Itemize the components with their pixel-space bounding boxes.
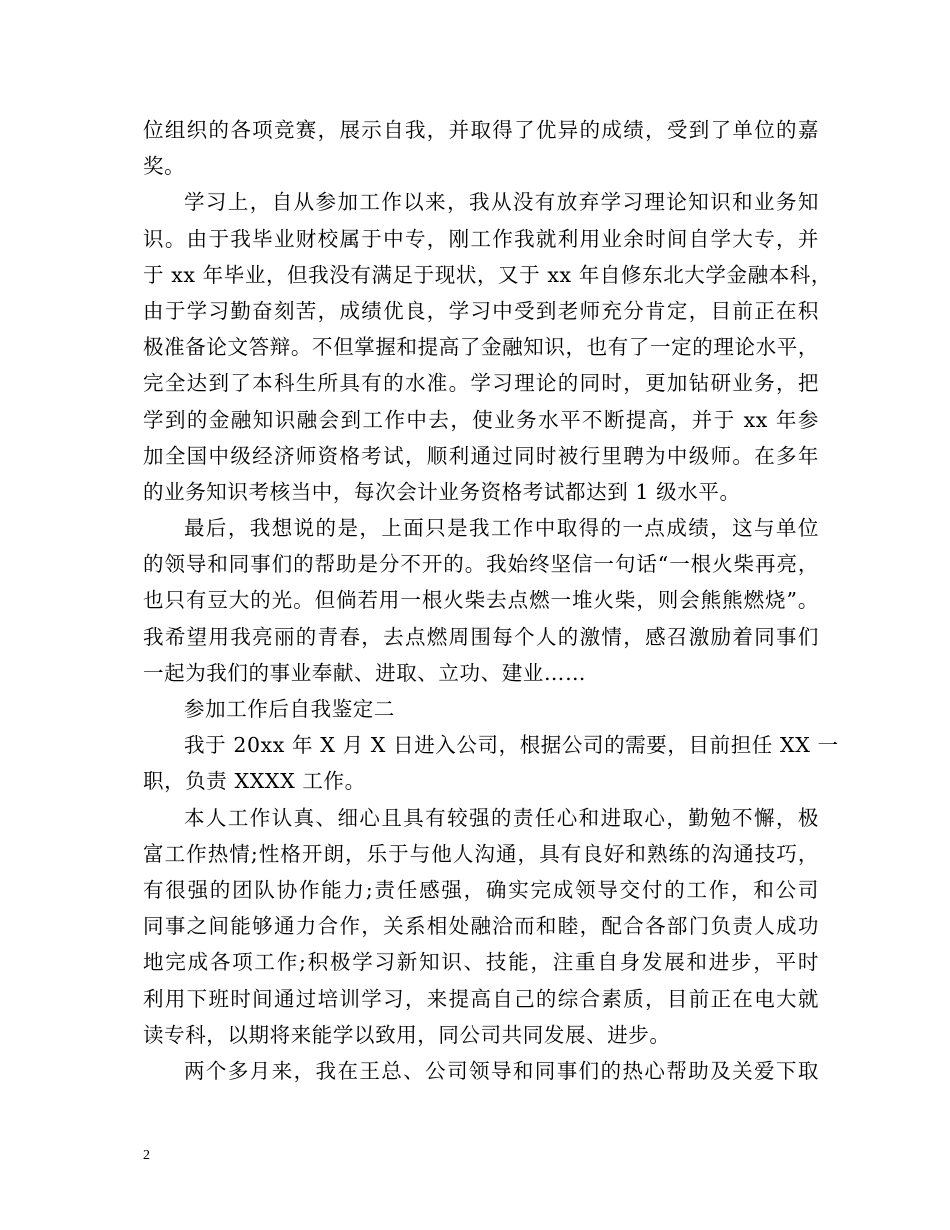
- text-line: 识。由于我毕业财校属于中专，刚工作我就利用业余时间自学大专，并: [143, 226, 819, 251]
- text-line: 本人工作认真、细心且具有较强的责任心和进取心，勤勉不懈，极: [184, 805, 819, 830]
- text-line: 一起为我们的事业奉献、进取、立功、建业……: [143, 660, 587, 685]
- document-body: [143, 112, 839, 1089]
- text-line: 也只有豆大的光。但倘若用一根火柴去点燃一堆火柴，则会熊熊燃烧”。: [143, 588, 819, 613]
- text-line: 同事之间能够通力合作，关系相处融洽而和睦，配合各部门负责人成功: [143, 914, 819, 939]
- text-line: 富工作热情;性格开朗，乐于与他人沟通，具有良好和熟练的沟通技巧，: [143, 841, 819, 866]
- page-number: 2: [143, 1148, 150, 1163]
- text-line: 于 xx 年毕业，但我没有满足于现状，又于 xx 年自修东北大学金融本科，: [143, 262, 833, 287]
- text-line: 的领导和同事们的帮助是分不开的。我始终坚信一句话“一根火柴再亮，: [143, 552, 819, 577]
- text-line: 位组织的各项竞赛，展示自我，并取得了优异的成绩，受到了单位的嘉: [143, 118, 819, 142]
- text-line: 读专科，以期将来能学以致用，同公司共同发展、进步。: [143, 1022, 671, 1047]
- text-line: 学到的金融知识融会到工作中去，使业务水平不断提高，并于 xx 年参: [143, 407, 819, 432]
- text-line: 的业务知识考核当中，每次会计业务资格考试都达到 1 级水平。: [143, 479, 741, 504]
- paragraph: [143, 1053, 819, 1089]
- text-line: 我希望用我亮丽的青春，去点燃周围每个人的激情，感召激励着同事们: [143, 624, 819, 649]
- paragraph: [143, 184, 833, 510]
- text-line: 有很强的团队协作能力;责任感强，确实完成领导交付的工作，和公司: [143, 877, 819, 902]
- text-line: 我于 20xx 年 X 月 X 日进入公司，根据公司的需要，目前担任 XX 一: [184, 733, 839, 758]
- section-heading: [143, 691, 819, 727]
- text-line: 学习上，自从参加工作以来，我从没有放弃学习理论知识和业务知: [184, 190, 819, 215]
- paragraph: [143, 800, 819, 1053]
- paragraph: [143, 510, 819, 691]
- text-line: 奖。: [143, 154, 186, 179]
- text-line: 最后，我想说的是，上面只是我工作中取得的一点成绩，这与单位: [184, 516, 819, 541]
- text-line: 极准备论文答辩。不但掌握和提高了金融知识，也有了一定的理论水平，: [143, 335, 819, 360]
- text-line: 加全国中级经济师资格考试，顺利通过同时被行里聘为中级师。在多年: [143, 443, 819, 468]
- text-line: 地完成各项工作;积极学习新知识、技能，注重自身发展和进步，平时: [143, 950, 819, 975]
- paragraph: [143, 112, 819, 184]
- section-heading-text: 参加工作后自我鉴定二: [184, 697, 395, 721]
- paragraph: [143, 727, 839, 799]
- text-line: 两个多月来，我在王总、公司领导和同事们的热心帮助及关爱下取: [184, 1058, 819, 1083]
- text-line: 由于学习勤奋刻苦，成绩优良，学习中受到老师充分肯定，目前正在积: [143, 298, 819, 323]
- text-line: 利用下班时间通过培训学习，来提高自己的综合素质，目前正在电大就: [143, 986, 819, 1011]
- text-line: 职，负责 XXXX 工作。: [143, 769, 366, 794]
- text-line: 完全达到了本科生所具有的水准。学习理论的同时，更加钻研业务，把: [143, 371, 819, 396]
